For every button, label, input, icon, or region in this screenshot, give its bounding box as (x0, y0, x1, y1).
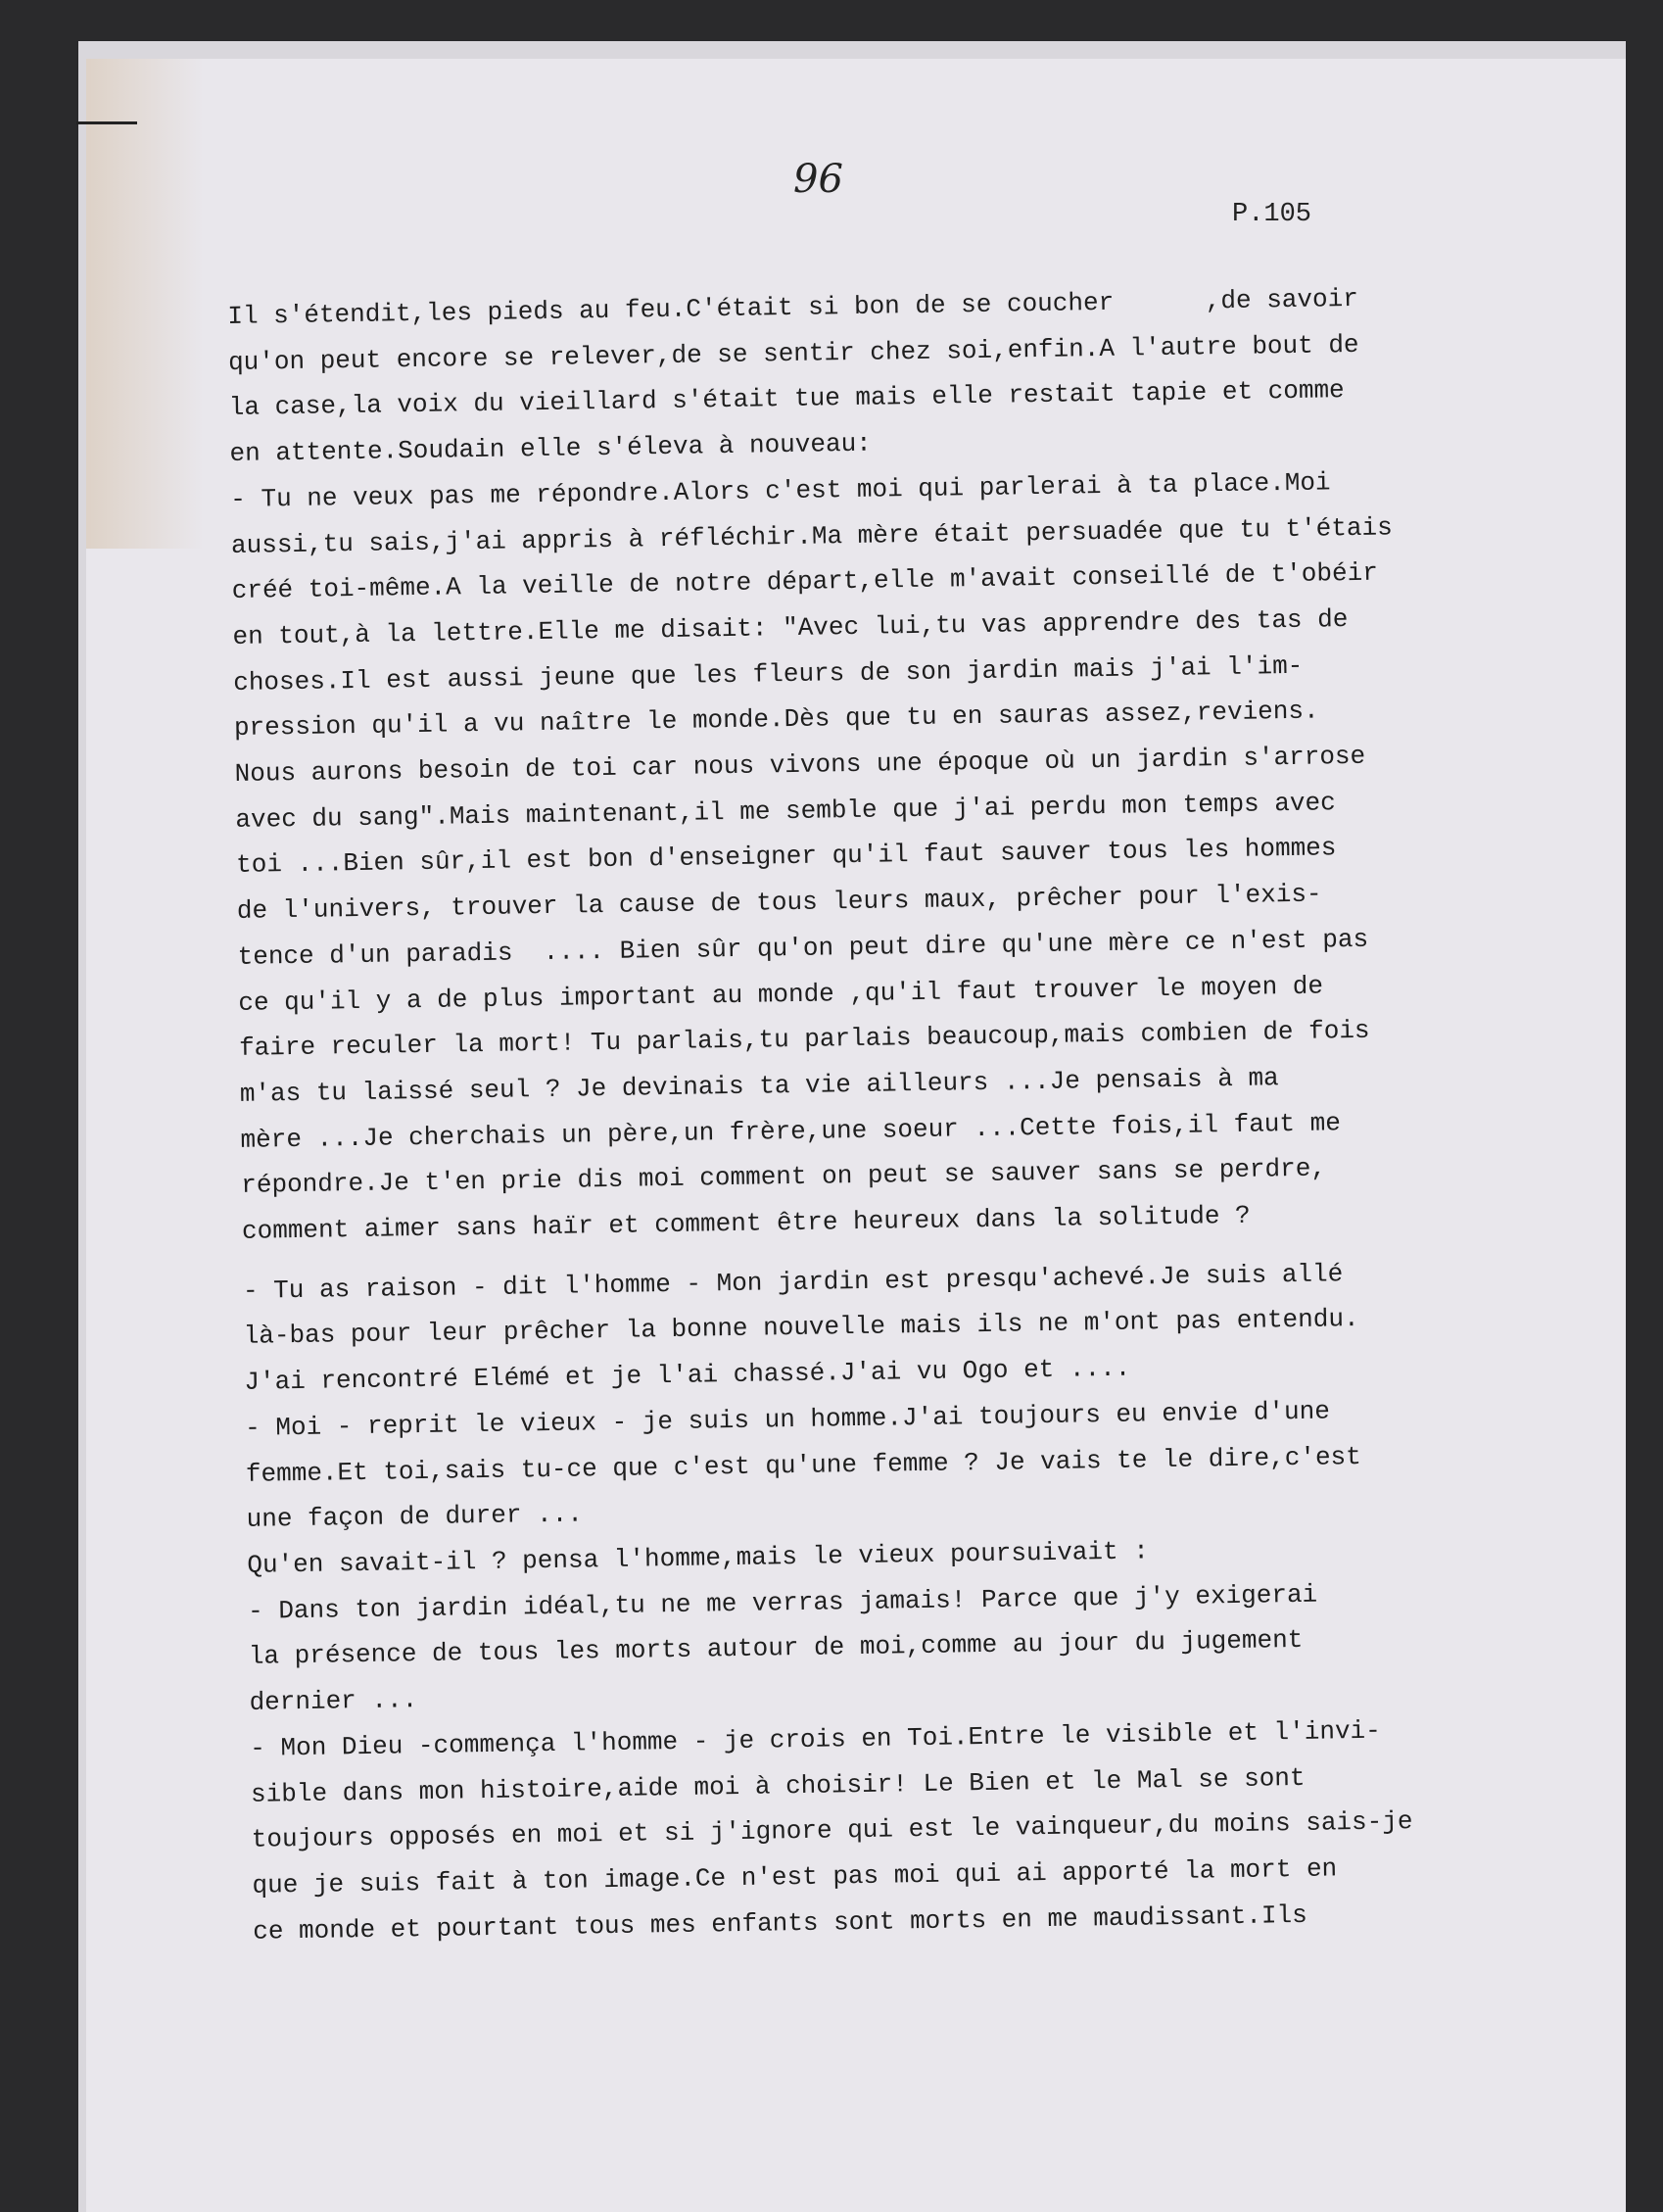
text-line: dernier ... (249, 1685, 418, 1717)
text-line: choses.Il est aussi jeune que les fleurs de son jardin mais j'ai l'im- (232, 650, 1304, 697)
text-line: sible dans mon histoire,aide moi à choisir! Le Bien et le Mal se sont (250, 1762, 1306, 1809)
text-line: de l'univers, trouver la cause de tous leurs maux, prêcher pour l'exis- (236, 879, 1322, 927)
text-line: - Moi - reprit le vieux - je suis un homme.J'ai toujours eu envie d'une (244, 1396, 1331, 1443)
page-reference: P.105 (1232, 200, 1312, 229)
text-line: une façon de durer ... (246, 1499, 584, 1535)
text-line: là-bas pour leur prêcher la bonne nouvelle mais ils ne m'ont pas entendu. (243, 1304, 1359, 1352)
text-line: - Tu as raison - dit l'homme - Mon jardin est presqu'achevé.Je suis allé (242, 1258, 1344, 1306)
text-line: ce monde et pourtant tous mes enfants sont morts en me maudissant.Ils (253, 1899, 1307, 1947)
text-line: - Tu ne veux pas me répondre.Alors c'est moi qui parlerai à ta place.Moi (230, 467, 1331, 514)
text-line: avec du sang".Mais maintenant,il me semble que j'ai perdu mon temps avec (235, 788, 1336, 835)
text-line: toi ...Bien sûr,il est bon d'enseigner qu'il faut sauver tous les hommes (235, 833, 1337, 881)
text-line: femme.Et toi,sais tu-ce que c'est qu'une femme ? Je vais te le dire,c'est (245, 1441, 1362, 1489)
handwritten-page-number: 96 (793, 157, 843, 202)
margin-mark (76, 121, 137, 124)
text-line: répondre.Je t'en prie dis moi comment on peut se sauver sans se perdre, (241, 1153, 1327, 1201)
text-line: toujours opposés en moi et si j'ignore qui est le vainqueur,du moins sais-je (251, 1806, 1413, 1855)
paper-stain (86, 59, 204, 549)
text-line: Qu'en savait-il ? pensa l'homme,mais le vieux poursuivait : (247, 1536, 1150, 1580)
typed-text-body (227, 275, 1414, 1954)
text-line: la case,la voix du vieillard s'était tue mais elle restait tapie et comme (228, 375, 1345, 423)
text-line: aussi,tu sais,j'ai appris à réfléchir.Ma mère était persuadée que tu t'étais (230, 511, 1393, 560)
text-line: J'ai rencontré Elémé et je l'ai chassé.J'ai vu Ogo et .... (244, 1353, 1131, 1398)
text-line: mère ...Je cherchais un père,un frère,une soeur ...Cette fois,il faut me (240, 1107, 1342, 1155)
text-line: pression qu'il a vu naître le monde.Dès que tu en sauras assez,reviens. (233, 696, 1319, 744)
text-line: en attente.Soudain elle s'éleva à nouveau: (229, 428, 873, 469)
text-line: faire reculer la mort! Tu parlais,tu parlais beaucoup,mais combien de fois (238, 1016, 1370, 1064)
text-line: Il s'étendit,les pieds au feu.C'était si bon de se coucher ,de savoir (227, 283, 1359, 331)
text-line: tence d'un paradis .... Bien sûr qu'on peut dire qu'une mère ce n'est pas (237, 924, 1369, 972)
text-line: Nous aurons besoin de toi car nous vivons une époque où un jardin s'arrose (234, 741, 1366, 789)
text-line: - Dans ton jardin idéal,tu ne me verras jamais! Parce que j'y exigerai (247, 1579, 1318, 1626)
text-line: qu'on peut encore se relever,de se sentir chez soi,enfin.A l'autre bout de (227, 329, 1359, 377)
text-line: la présence de tous les morts autour de moi,comme au jour du jugement (248, 1625, 1304, 1672)
text-line: m'as tu laissé seul ? Je devinais ta vie ailleurs ...Je pensais à ma (239, 1063, 1279, 1109)
text-line: créé toi-même.A la veille de notre départ,elle m'avait conseillé de t'obéir (231, 557, 1379, 606)
text-line: comment aimer sans haïr et comment être heureux dans la solitude ? (241, 1200, 1251, 1246)
text-line: que je suis fait à ton image.Ce n'est pas moi qui ai apporté la mort en (252, 1853, 1338, 1900)
text-line: en tout,à la lettre.Elle me disait: "Avec lui,tu vas apprendre des tas de (232, 603, 1349, 651)
text-line: ce qu'il y a de plus important au monde ,qu'il faut trouver le moyen de (238, 971, 1324, 1018)
text-line: - Mon Dieu -commença l'homme - je crois en Toi.Entre le visible et l'invi- (250, 1715, 1382, 1763)
